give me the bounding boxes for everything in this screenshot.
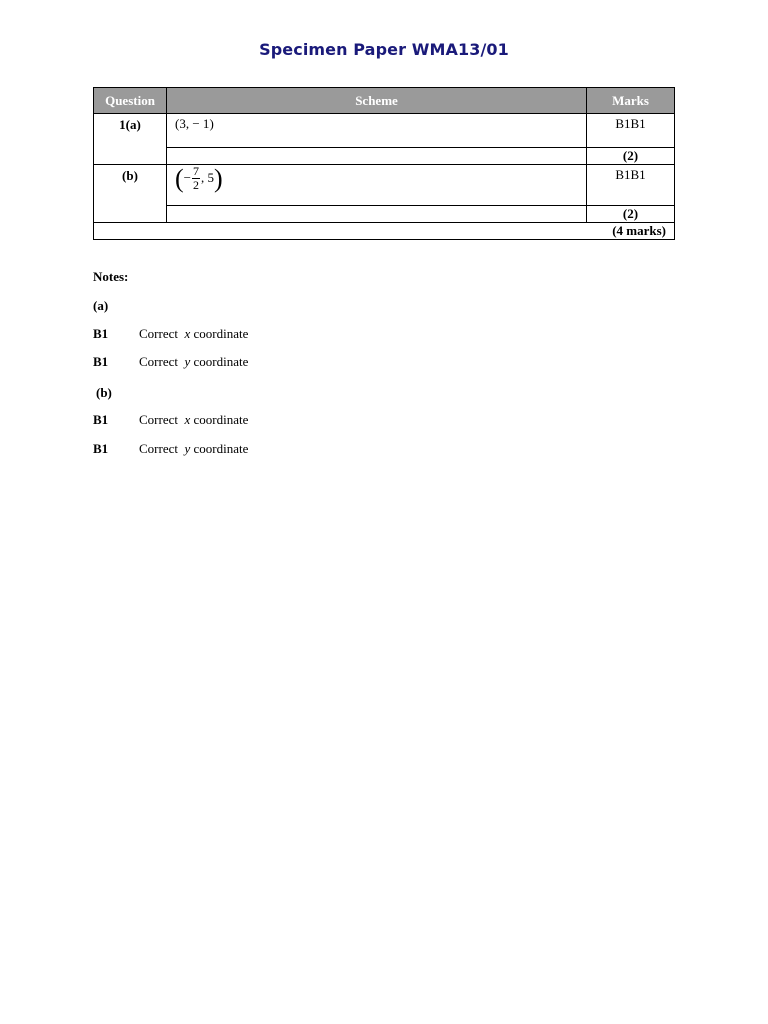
table-header-row	[94, 88, 675, 114]
header-marks: Marks	[587, 88, 675, 114]
marks-cell: B1B1	[587, 114, 675, 148]
note-item: B1 Correct y coordinate	[93, 354, 249, 369]
question-cell: (b)	[94, 165, 167, 223]
subtotal-row	[94, 206, 675, 223]
subtotal-cell: (2)	[587, 148, 675, 165]
note-item: B1 Correct y coordinate	[93, 441, 249, 456]
notes-part-label: (b)	[96, 385, 112, 400]
header-question: Question	[94, 88, 167, 114]
answer-coordinate: (− $\frac{7}{2}$ , 5)	[175, 163, 223, 193]
subtotal-cell: (2)	[587, 206, 675, 223]
marks-cell: B1B1	[587, 165, 675, 206]
scheme-cell	[167, 165, 587, 206]
notes-heading: Notes:	[93, 269, 129, 284]
subtotal-row	[94, 148, 675, 165]
note-item: B1 Correct x coordinate	[93, 412, 249, 427]
header-scheme: Scheme	[167, 88, 587, 114]
total-row	[94, 223, 675, 240]
table-row	[94, 114, 675, 148]
scheme-cell	[167, 114, 587, 148]
note-item: B1 Correct x coordinate	[93, 326, 249, 341]
total-marks: (4 marks)	[94, 223, 675, 240]
fraction: $\frac{7}{2}$	[193, 164, 200, 193]
page-title: Specimen Paper WMA13/01	[259, 40, 509, 59]
question-cell: 1(a)	[94, 114, 167, 165]
notes-part-label: (a)	[93, 298, 109, 313]
answer-coordinate: (3, − 1)	[175, 116, 214, 131]
scheme-cell-empty	[167, 148, 587, 165]
mark-scheme-table	[93, 87, 675, 240]
table-row	[94, 165, 675, 206]
scheme-cell-empty	[167, 206, 587, 223]
